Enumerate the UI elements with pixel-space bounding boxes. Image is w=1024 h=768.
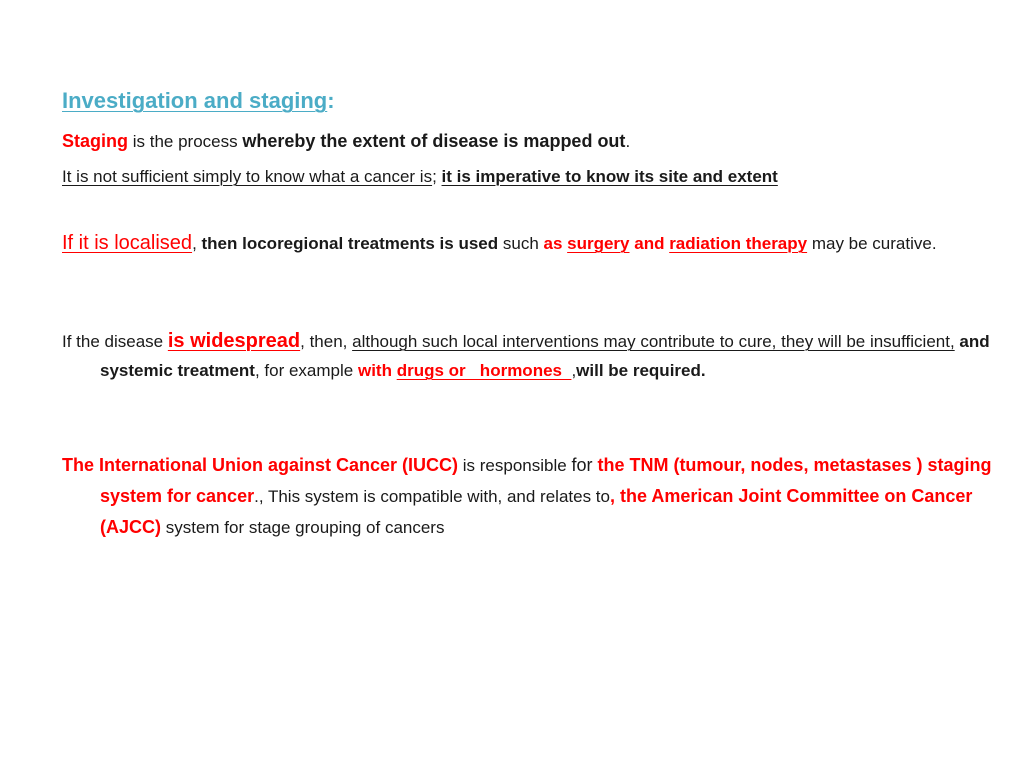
paragraph-iucc [62, 450, 1000, 543]
iucc-text-1: is responsible [458, 456, 572, 475]
imperative-text: it is imperative to know its site and extent [441, 167, 778, 186]
localised-text-6: may be curative. [807, 234, 937, 253]
paragraph-widespread [62, 327, 1000, 385]
systemic-treatment-text: and systemic treatment [100, 332, 990, 380]
ajcc-term: , the American Joint Committee on Cancer (AJCC) [100, 486, 973, 537]
localised-text-4: as [543, 234, 568, 253]
staging-text-3: . [625, 132, 631, 151]
title-text: Investigation and staging [62, 88, 328, 113]
surgery-term: surgery [567, 234, 630, 253]
localised-text-1: , [192, 234, 202, 253]
localised-text-2: then locoregional treatments is used [201, 234, 499, 253]
widespread-term: is widespread [167, 330, 301, 352]
not-sufficient-sep: ; [432, 167, 442, 186]
widespread-text-7: , [571, 361, 577, 380]
staging-text-2: whereby the extent of disease is mapped out [242, 131, 626, 151]
not-sufficient-text: It is not sufficient simply to know what a cancer is [62, 167, 433, 186]
staging-text-1: is the process [128, 132, 243, 151]
paragraph-staging-definition [62, 127, 962, 156]
will-be-required-text: will be required. [576, 361, 706, 380]
iucc-term: The International Union against Cancer (IUCC) [62, 455, 459, 475]
widespread-text-5: , for example [254, 361, 358, 380]
widespread-text-6: with [357, 361, 397, 380]
radiation-therapy-term: radiation therapy [669, 234, 808, 253]
widespread-text-3: although such local interventions may contribute to cure, they will be insufficient, [352, 332, 955, 351]
slide-title [62, 86, 962, 117]
title-colon: : [327, 88, 335, 113]
localised-text-5: and [629, 234, 670, 253]
paragraph-not-sufficient [62, 162, 962, 191]
paragraph-localised [62, 229, 1000, 258]
iucc-text-4: system for stage grouping of cancers [161, 518, 445, 537]
staging-term: Staging [62, 131, 128, 151]
localised-term: If it is localised [62, 232, 193, 254]
drugs-hormones-term: drugs or hormones [396, 361, 572, 380]
widespread-text-2: , then, [300, 332, 353, 351]
localised-text-3: such [498, 234, 544, 253]
tnm-term: the TNM (tumour, nodes, metastases ) staging system for cancer [100, 455, 992, 506]
widespread-text-1: If the disease [62, 332, 168, 351]
iucc-text-3: ., This system is compatible with, and relates to [254, 487, 610, 506]
iucc-text-2: for [571, 455, 598, 475]
